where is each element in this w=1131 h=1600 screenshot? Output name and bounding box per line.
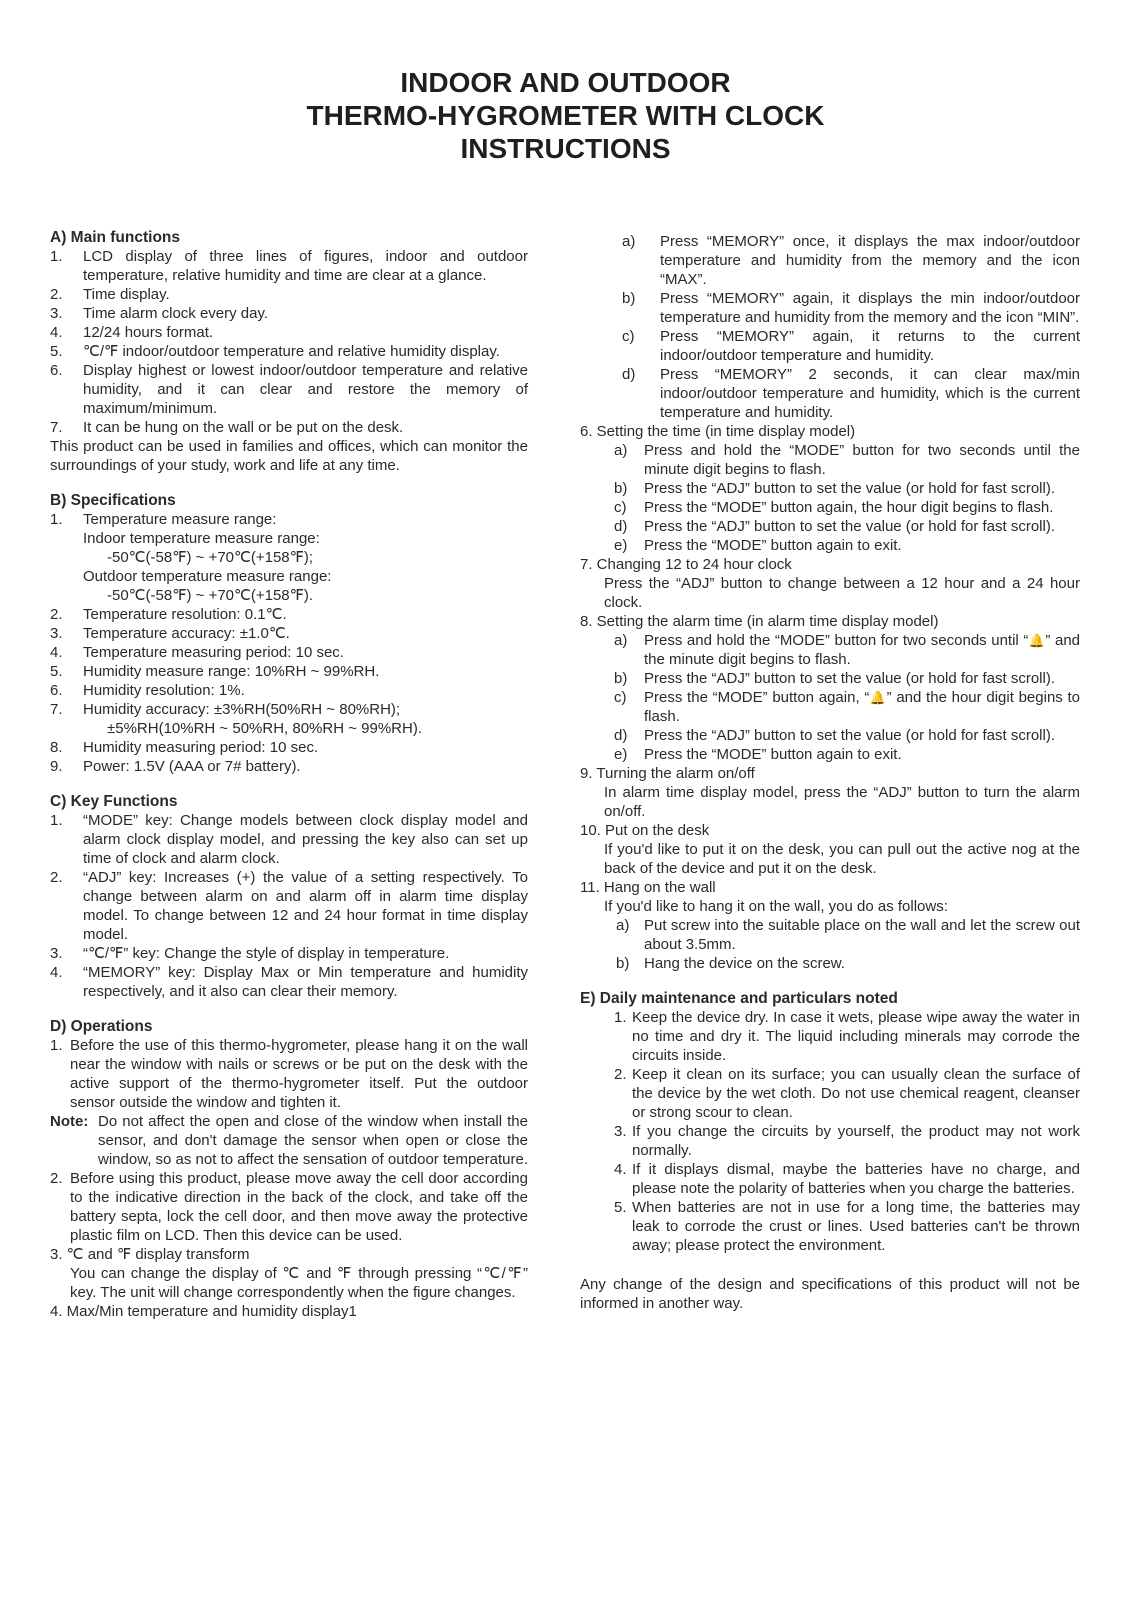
list-item: ±5%RH(10%RH ~ 50%RH, 80%RH ~ 99%RH). [107,720,423,737]
list-item: Outdoor temperature measure range: [83,568,332,585]
list-item: 7. It can be hung on the wall or be put on the desk. [50,419,404,436]
op9-text: In alarm time display model, press the “ADJ” button to turn the alarm on/off. [604,784,1080,820]
list-item: a) Put screw into the suitable place on the wall and let the screw out about 3.5mm. [616,917,1080,953]
list-item: 2. “ADJ” key: Increases (+) the value of a setting respectively. To change between alarm on and alarm off in alarm time display model. To change between 12 and 24 hour format in time display model. [50,869,528,943]
footer-note: Any change of the design and specifications of this product will not be informed in another way. [580,1276,1080,1312]
list-item: b) Press “MEMORY” again, it displays the min indoor/outdoor temperature and humidity from the memory and the icon “MIN”. [622,290,1080,326]
op11-steps-list [580,916,1080,973]
list-item: 1. Temperature measure range: [50,511,277,528]
main-functions-paragraph: This product can be used in families and offices, which can monitor the surroundings of your study, work and life at any time. [50,438,528,474]
list-item: e) Press the “MODE” button again to exit. [614,537,902,554]
list-item: 1. Before the use of this thermo-hygrometer, please hang it on the wall near the window with nails or screws or be put on the desk with the active support of the thermo-hygrometer itself. Put the outdoor sensor outside the window and tighten it. [50,1037,528,1111]
list-item: 2. Time display. [50,286,170,303]
list-item: 6. Display highest or lowest indoor/outdoor temperature and relative humidity, and it can clear and restore the memory of maximum/minimum. [50,362,528,417]
list-item: 5. When batteries are not in use for a long time, the batteries may leak to corrode the crust or lines. Used batteries can't be thrown away; please protect the environment. [614,1199,1080,1254]
section-maintenance [580,989,1080,1255]
section-heading: E) Daily maintenance and particulars noted [580,990,898,1007]
left-column [50,228,528,1321]
right-column [580,232,1080,1313]
list-item: 5. ℃/℉ indoor/outdoor temperature and relative humidity display. [50,343,500,360]
list-item: a) Press and hold the “MODE” button for two seconds until “🔔” and the minute digit begins to flash. [614,632,1080,668]
list-item: 3. Time alarm clock every day. [50,305,269,322]
op8-steps-list [580,631,1080,764]
list-item: b) Press the “ADJ” button to set the value (or hold for fast scroll). [614,480,1056,497]
list-item: 2. Keep it clean on its surface; you can usually clean the surface of the device by the wet cloth. Do not use chemical reagent, cleanser or strong scour to clean. [614,1066,1080,1121]
section-operations [50,1017,528,1321]
list-item: 8. Humidity measuring period: 10 sec. [50,739,319,756]
op7-title: 7. Changing 12 to 24 hour clock [580,556,792,573]
list-item: 1. Keep the device dry. In case it wets, please wipe away the water in no time and dry it. The liquid including minerals may corrode the circuits inside. [614,1009,1080,1064]
maintenance-list [580,1008,1080,1255]
list-item: 1. LCD display of three lines of figures, indoor and outdoor temperature, relative humidity and time are clear at a glance. [50,248,528,284]
note-text: Do not affect the open and close of the window when install the sensor, and don't damage the sensor when open or close the window, so as not to affect the sensation of outdoor temperature. [98,1113,528,1168]
key-functions-list [50,811,528,1001]
list-item: d) Press “MEMORY” 2 seconds, it can clear max/min indoor/outdoor temperature and humidity, which is the current temperature and humidity. [622,366,1080,421]
list-item: 4. Temperature measuring period: 10 sec. [50,644,344,661]
list-item: -50℃(-58℉) ~ +70℃(+158℉); [107,549,314,566]
list-item: 3. “℃/℉” key: Change the style of display in temperature. [50,945,450,962]
section-heading: C) Key Functions [50,793,178,810]
op7-text: Press the “ADJ” button to change between a 12 hour and a 24 hour clock. [604,575,1080,611]
op10-title: 10. Put on the desk [580,822,710,839]
list-item: 7. Humidity accuracy: ±3%RH(50%RH ~ 80%RH); [50,701,401,718]
list-item: b) Hang the device on the screw. [616,955,845,972]
list-item: 2. Before using this product, please move away the cell door according to the indicative direction in the back of the clock, and take off the battery septa, lock the cell door, and then move away the protective plastic film on LCD. Then this device can be used. [50,1170,528,1244]
list-item: a) Press “MEMORY” once, it displays the max indoor/outdoor temperature and humidity from the memory and the icon “MAX”. [622,233,1080,288]
specifications-list [50,510,528,776]
list-item: 9. Power: 1.5V (AAA or 7# battery). [50,758,301,775]
op6-steps-list [580,441,1080,555]
note [50,1112,528,1169]
title-line-3: INSTRUCTIONS [460,133,671,164]
list-item: 3. If you change the circuits by yourself, the product may not work normally. [614,1123,1080,1159]
list-item: c) Press “MEMORY” again, it returns to the current indoor/outdoor temperature and humidity. [622,328,1080,364]
memory-steps-list [580,232,1080,422]
title-line-2: THERMO-HYGROMETER WITH CLOCK [306,100,825,131]
bell-icon: 🔔 [869,690,887,705]
op11-title: 11. Hang on the wall [580,879,716,896]
list-item: c) Press the “MODE” button again, “🔔” and the hour digit begins to flash. [614,689,1081,725]
list-item: 2. Temperature resolution: 0.1℃. [50,606,287,623]
op9-title: 9. Turning the alarm on/off [580,765,755,782]
list-item: 3. Temperature accuracy: ±1.0℃. [50,625,290,642]
op6-title: 6. Setting the time (in time display model) [580,423,856,440]
op11-text: If you'd like to hang it on the wall, you do as follows: [604,898,948,915]
list-item: d) Press the “ADJ” button to set the value (or hold for fast scroll). [614,727,1056,744]
section-heading: A) Main functions [50,229,181,246]
document-title [0,66,1131,165]
main-functions-list [50,247,528,437]
list-item: -50℃(-58℉) ~ +70℃(+158℉). [107,587,314,604]
op4-title: 4. Max/Min temperature and humidity display1 [50,1303,357,1320]
section-key-functions [50,792,528,1001]
op3-title: 3. ℃ and ℉ display transform [50,1246,250,1263]
list-item: 4. If it displays dismal, maybe the batteries have no charge, and please note the polarity of batteries when you charge the batteries. [614,1161,1080,1197]
note-label: Note: [50,1113,89,1130]
list-item: b) Press the “ADJ” button to set the value (or hold for fast scroll). [614,670,1056,687]
list-item: 4. 12/24 hours format. [50,324,214,341]
bell-icon: 🔔 [1028,633,1046,648]
section-main-functions [50,228,528,475]
list-item: Indoor temperature measure range: [83,530,320,547]
list-item: 5. Humidity measure range: 10%RH ~ 99%RH. [50,663,380,680]
op8-title: 8. Setting the alarm time (in alarm time display model) [580,613,939,630]
op3-text: You can change the display of ℃ and ℉ through pressing “℃/℉” key. The unit will change correspondently when the figure changes. [70,1265,528,1301]
list-item: e) Press the “MODE” button again to exit. [614,746,902,763]
title-line-1: INDOOR AND OUTDOOR [400,67,731,98]
section-heading: D) Operations [50,1018,153,1035]
list-item: 4. “MEMORY” key: Display Max or Min temperature and humidity respectively, and it also can clear their memory. [50,964,528,1000]
list-item: d) Press the “ADJ” button to set the value (or hold for fast scroll). [614,518,1056,535]
list-item: 6. Humidity resolution: 1%. [50,682,245,699]
list-item: c) Press the “MODE” button again, the hour digit begins to flash. [614,499,1054,516]
op10-text: If you'd like to put it on the desk, you can pull out the active nog at the back of the device and put it on the desk. [604,841,1080,877]
list-item: 1. “MODE” key: Change models between clock display model and alarm clock display model, and pressing the key also can set up time of clock and alarm clock. [50,812,528,867]
list-item: a) Press and hold the “MODE” button for two seconds until the minute digit begins to flash. [614,442,1080,478]
section-heading: B) Specifications [50,492,176,509]
section-specifications [50,491,528,776]
